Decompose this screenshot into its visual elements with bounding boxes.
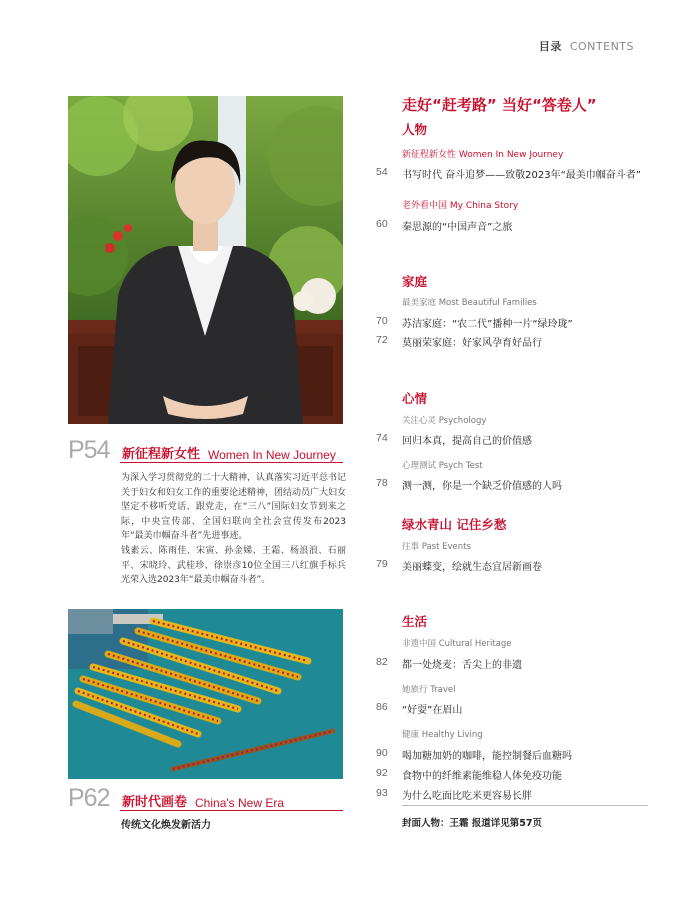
column-label: 她旅行 Travel [402,685,456,695]
toc-main-title[interactable]: 走好“赶考路” 当好“答卷人” [402,96,597,114]
toc-entry[interactable] [376,558,542,573]
toc-entry[interactable] [376,477,562,492]
feature-summary-paragraph: 钱素云、陈雨佳、宋寅、孙金娣、王霜、杨浪浪、石丽平、宋晓玲、武桂珍、徐崇彦10位全国三八红旗手标兵光荣入选2023年“最美巾帼奋斗者”。 [121,545,346,586]
column-label: 新征程新女性 Women In New Journey [402,150,564,160]
toc-entry-title: 苏洁家庭：“农二代”播种一片“绿玲珑” [402,319,573,330]
feature-title[interactable]: 新时代画卷 [122,795,188,810]
toc-entry-page: 92 [376,767,388,779]
column-label: 心理测试 Psych Test [402,461,483,471]
dragon-boat-photo[interactable] [68,609,343,779]
toc-entry-title: 都一处烧麦：舌尖上的非遗 [402,660,522,671]
toc-entry[interactable] [376,656,522,671]
toc-entry[interactable] [376,218,512,233]
column-label: 健康 Healthy Living [402,730,483,740]
toc-entry-title: 美丽蝶变，绘就生态宜居新画卷 [402,562,542,573]
toc-entry-title: 喝加糖加奶的咖啡，能控制餐后血糖吗 [402,751,572,762]
toc-entry[interactable] [376,334,542,349]
contents-header [539,38,634,54]
toc-entry-title: “好耍”在眉山 [402,705,463,716]
section-heading-mood: 心情 [402,391,428,406]
column-label: 老外看中国 My China Story [402,201,519,211]
toc-entry[interactable] [376,747,572,762]
section-divider [402,805,648,806]
toc-entry-page: 82 [376,656,388,668]
toc-entry-title: 食物中的纤维素能维稳人体免疫功能 [402,771,562,782]
section-heading-people: 人物 [402,122,428,137]
section-heading-green: 绿水青山 记住乡愁 [402,517,507,532]
feature-underline [120,462,343,463]
toc-entry-title: 莫丽荣家庭：好家风孕育好品行 [402,338,542,349]
cover-person-note: 封面人物：王霜 报道详见第57页 [402,818,543,829]
feature-title-en: China's New Era [195,796,285,810]
feature-summary-paragraph: 为深入学习贯彻党的二十大精神，认真落实习近平总书记关于妇女和妇女工作的重要论述精神，团结动员广大妇女坚定不移听党话、跟党走，在“三八”国际妇女节到来之际，中央宣传部、全国妇联向全社会宣传发布2023年“最美巾帼奋斗者”先进事迹。 [121,473,347,542]
toc-entry[interactable] [376,315,573,330]
toc-entry-page: 72 [376,334,388,346]
feature-heading-p62 [68,784,343,813]
feature-page-number: P62 [68,784,110,812]
feature-summary [121,471,346,588]
contents-header-en: CONTENTS [569,40,634,53]
cover-portrait-photo[interactable] [68,96,343,424]
column-label: 非遗中国 Cultural Heritage [402,639,512,649]
feature-underline [120,810,343,811]
feature-title-en: Women In New Journey [208,448,336,462]
toc-entry-page: 93 [376,787,388,799]
toc-entry[interactable] [376,787,532,802]
column-label: 关注心灵 Psychology [402,416,487,426]
toc-entry-page: 90 [376,747,388,759]
toc-entry-page: 60 [376,218,388,230]
toc-entry[interactable] [376,701,462,716]
toc-entry-page: 54 [376,166,388,178]
toc-entry-page: 86 [376,701,388,713]
toc-entry[interactable] [376,767,562,782]
contents-header-cn: 目录 [538,40,562,53]
toc-entry-title: 书写时代 奋斗追梦——致敬2023年“最美巾帼奋斗者” [402,170,641,181]
feature-title[interactable]: 新征程新女性 [122,447,201,462]
toc-entry-title: 测一测，你是一个缺乏价值感的人吗 [402,481,562,492]
toc-entry[interactable] [376,166,641,181]
column-label: 往事 Past Events [402,542,471,552]
toc-entry-page: 79 [376,558,388,570]
toc-entry-page: 70 [376,315,388,327]
column-label: 最美家庭 Most Beautiful Families [402,298,537,308]
toc-entry-page: 78 [376,477,388,489]
toc-entry-title: 为什么吃面比吃米更容易长胖 [402,791,532,802]
toc-entry-title: 秦思源的“中国声音”之旅 [402,222,513,233]
toc-entry[interactable] [376,432,532,447]
section-heading-family: 家庭 [402,274,428,289]
feature-heading-p54 [68,436,343,465]
section-heading-life: 生活 [402,614,428,629]
toc-entry-page: 74 [376,432,388,444]
feature-page-number: P54 [68,436,110,464]
feature-subtitle: 传统文化焕发新活力 [121,820,211,831]
toc-entry-title: 回归本真，提高自己的价值感 [402,436,532,447]
